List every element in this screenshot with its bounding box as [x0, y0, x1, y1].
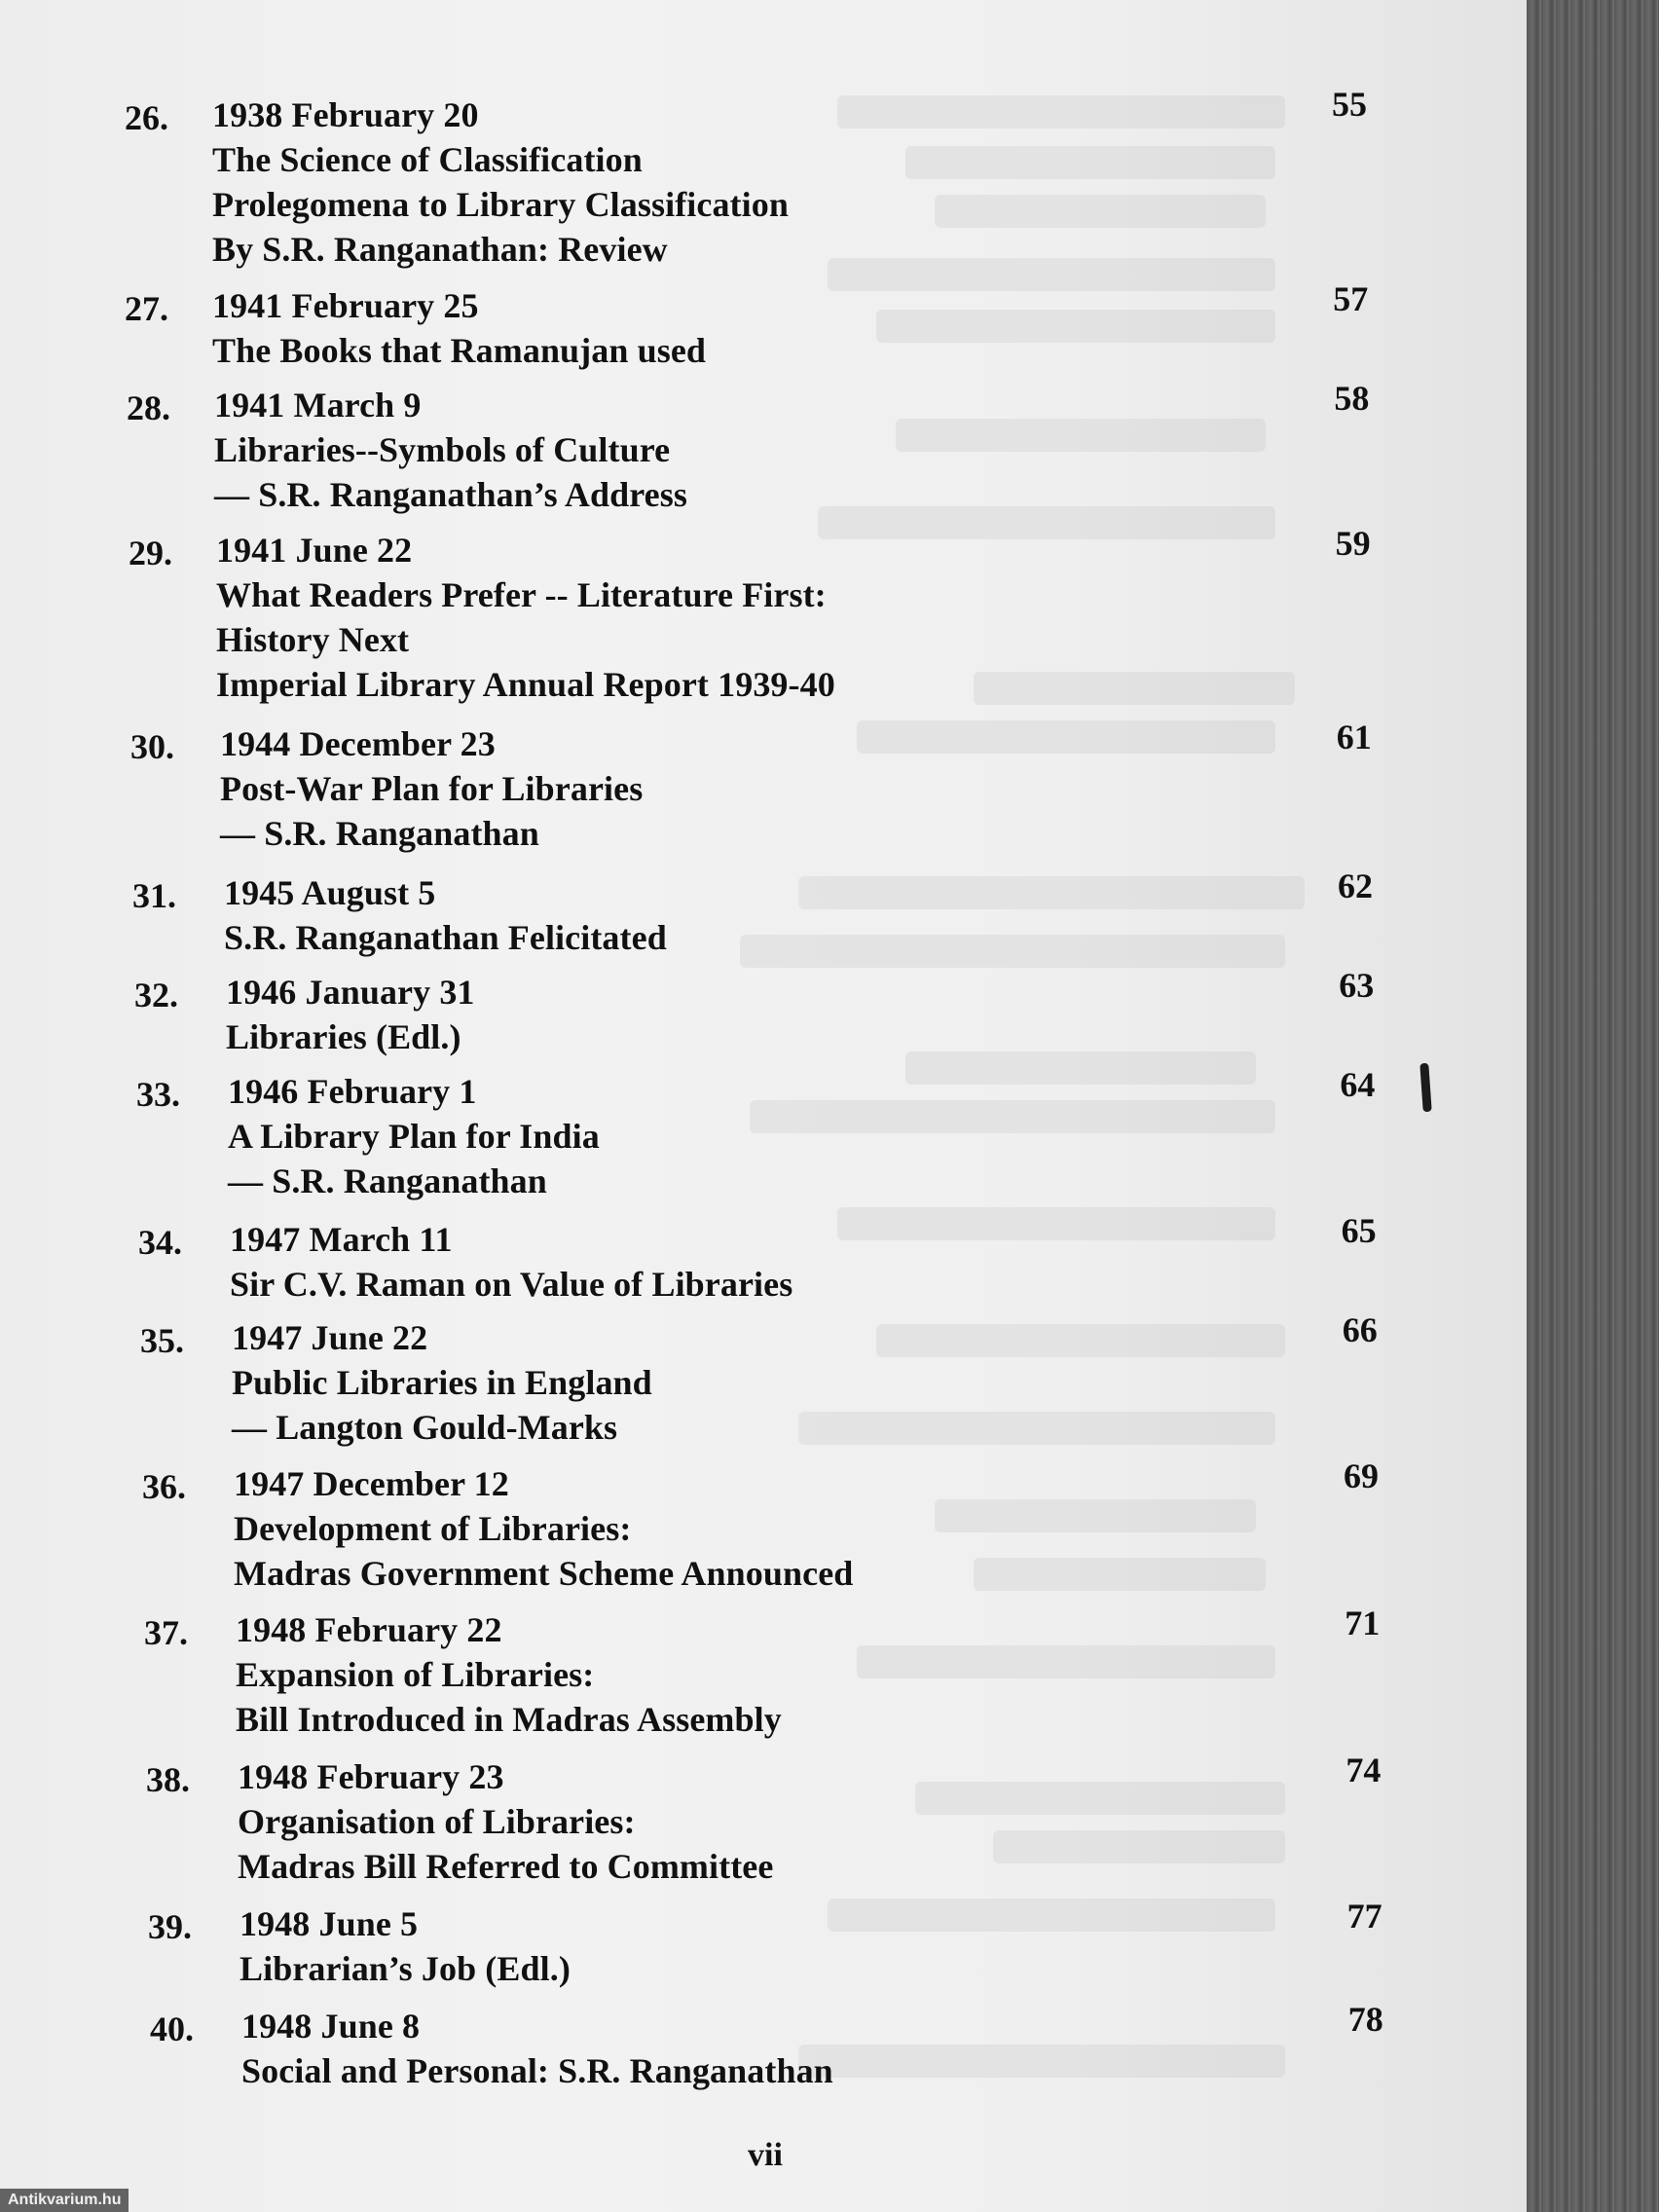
book-gutter-shadow — [1527, 0, 1659, 2212]
toc-entry-title-line: What Readers Prefer -- Literature First: — [216, 575, 827, 614]
toc-entry-page-number: 71 — [1345, 1604, 1381, 1642]
toc-entry-page-number: 65 — [1341, 1211, 1377, 1250]
toc-entry-title-line: Bill Introduced in Madras Assembly — [236, 1700, 782, 1739]
toc-entry-number: 30. — [130, 727, 174, 766]
toc-entry-title-line: Post-War Plan for Libraries — [220, 769, 644, 808]
toc-entry-title-line: — S.R. Ranganathan’s Address — [214, 475, 687, 514]
toc-entry-page-number: 74 — [1346, 1751, 1382, 1789]
toc-entry-title-line: Organisation of Libraries: — [238, 1802, 636, 1841]
toc-entry-page-number: 77 — [1346, 1897, 1382, 1936]
toc-entry-date: 1941 February 25 — [212, 286, 479, 325]
toc-entry-title-line: Sir C.V. Raman on Value of Libraries — [230, 1265, 793, 1304]
toc-entry-lines — [214, 383, 687, 517]
toc-entry-title-line: Libraries (Edl.) — [226, 1017, 461, 1056]
toc-entry-title-line: S.R. Ranganathan Felicitated — [224, 918, 667, 957]
toc-entry-title-line: Librarian’s Job (Edl.) — [240, 1949, 571, 1988]
toc-entry-number: 29. — [129, 534, 172, 572]
toc-entry-date: 1941 June 22 — [216, 531, 413, 570]
toc-entry-page-number: 55 — [1332, 85, 1367, 124]
toc-entry-number: 34. — [138, 1223, 182, 1262]
toc-entry-date: 1948 June 8 — [241, 2007, 421, 2046]
toc-entry-title-line: Madras Government Scheme Announced — [234, 1554, 854, 1593]
toc-entry-lines — [241, 2004, 833, 2093]
toc-entry-date: 1946 January 31 — [226, 973, 475, 1012]
toc-entry-date: 1945 August 5 — [224, 873, 436, 912]
toc-entry-title-line: A Library Plan for India — [228, 1117, 600, 1156]
toc-entry-page-number: 61 — [1336, 718, 1372, 756]
toc-entry-page-number: 69 — [1344, 1456, 1379, 1495]
toc-entry-lines — [226, 970, 475, 1059]
toc-entry-page-number: 64 — [1340, 1065, 1376, 1104]
toc-entry-date: 1941 March 9 — [214, 386, 422, 424]
toc-entry-title-line: Imperial Library Annual Report 1939-40 — [216, 665, 835, 704]
toc-entry-date: 1948 February 23 — [238, 1757, 504, 1796]
toc-entry-title-line: — Langton Gould-Marks — [232, 1408, 618, 1447]
toc-entry-number: 28. — [127, 388, 170, 427]
toc-entry-title-line: Development of Libraries: — [234, 1509, 632, 1548]
toc-entry-number: 39. — [148, 1907, 192, 1946]
toc-entry-date: 1944 December 23 — [220, 724, 496, 763]
toc-entry-page-number: 58 — [1334, 379, 1370, 418]
toc-entry-lines — [228, 1069, 600, 1203]
toc-entry-page-number: 66 — [1342, 1310, 1378, 1349]
toc-entry-title-line: — S.R. Ranganathan — [220, 814, 539, 853]
toc-entry-title-line: Expansion of Libraries: — [236, 1655, 595, 1694]
toc-entry-title-line: — S.R. Ranganathan — [228, 1161, 547, 1200]
toc-entry-number: 35. — [140, 1321, 184, 1360]
toc-entry-date: 1948 February 22 — [236, 1610, 502, 1649]
toc-entry-lines — [212, 92, 789, 272]
toc-entry-number: 37. — [144, 1613, 188, 1652]
toc-entry-number: 26. — [125, 98, 168, 137]
toc-entry-date: 1948 June 5 — [240, 1904, 419, 1943]
toc-entry-title-line: History Next — [216, 620, 410, 659]
toc-entry-number: 31. — [132, 876, 176, 915]
toc-entry-title-line: Prolegomena to Library Classification — [212, 185, 789, 224]
toc-entry-date: 1938 February 20 — [212, 95, 479, 134]
toc-entry-title-line: Libraries--Symbols of Culture — [214, 430, 671, 469]
toc-entry-number: 32. — [134, 976, 178, 1014]
page-folio: vii — [748, 2137, 783, 2173]
toc-entry-title-line: The Science of Classification — [212, 140, 643, 179]
toc-entry-page-number: 59 — [1335, 524, 1371, 563]
toc-entry-lines — [232, 1315, 652, 1450]
toc-entry-lines — [230, 1217, 793, 1307]
toc-entry-page-number: 63 — [1339, 966, 1375, 1005]
toc-entry-lines — [238, 1754, 773, 1889]
toc-entry-lines — [212, 283, 706, 373]
toc-entry-date: 1946 February 1 — [228, 1072, 477, 1111]
toc-entry-page-number: 62 — [1338, 866, 1373, 905]
toc-entry-title-line: Social and Personal: S.R. Ranganathan — [241, 2051, 833, 2090]
toc-entry-lines — [216, 528, 835, 707]
toc-entry-lines — [240, 1901, 571, 1991]
toc-entry-number: 27. — [125, 289, 168, 328]
toc-entry-number: 40. — [150, 2009, 194, 2048]
toc-entry-page-number: 78 — [1347, 2000, 1383, 2039]
toc-entry-lines — [236, 1607, 782, 1742]
toc-entry-date: 1947 June 22 — [232, 1318, 428, 1357]
toc-entry-number: 36. — [142, 1467, 186, 1506]
toc-entry-number: 38. — [146, 1760, 190, 1799]
toc-entry-number: 33. — [136, 1075, 180, 1114]
toc-entry-lines — [224, 870, 667, 960]
toc-entry-date: 1947 December 12 — [234, 1464, 509, 1503]
toc-entry-title-line: Public Libraries in England — [232, 1363, 652, 1402]
toc-entry-date: 1947 March 11 — [230, 1220, 453, 1259]
toc-entry-title-line: Madras Bill Referred to Committee — [238, 1847, 774, 1886]
toc-entry-lines — [220, 721, 643, 856]
watermark-label: Antikvarium.hu — [0, 2189, 129, 2212]
toc-entry-lines — [234, 1461, 853, 1596]
toc-entry-page-number: 57 — [1333, 279, 1369, 318]
toc-entry-title-line: By S.R. Ranganathan: Review — [212, 230, 668, 269]
toc-entry-title-line: The Books that Ramanujan used — [212, 331, 707, 370]
